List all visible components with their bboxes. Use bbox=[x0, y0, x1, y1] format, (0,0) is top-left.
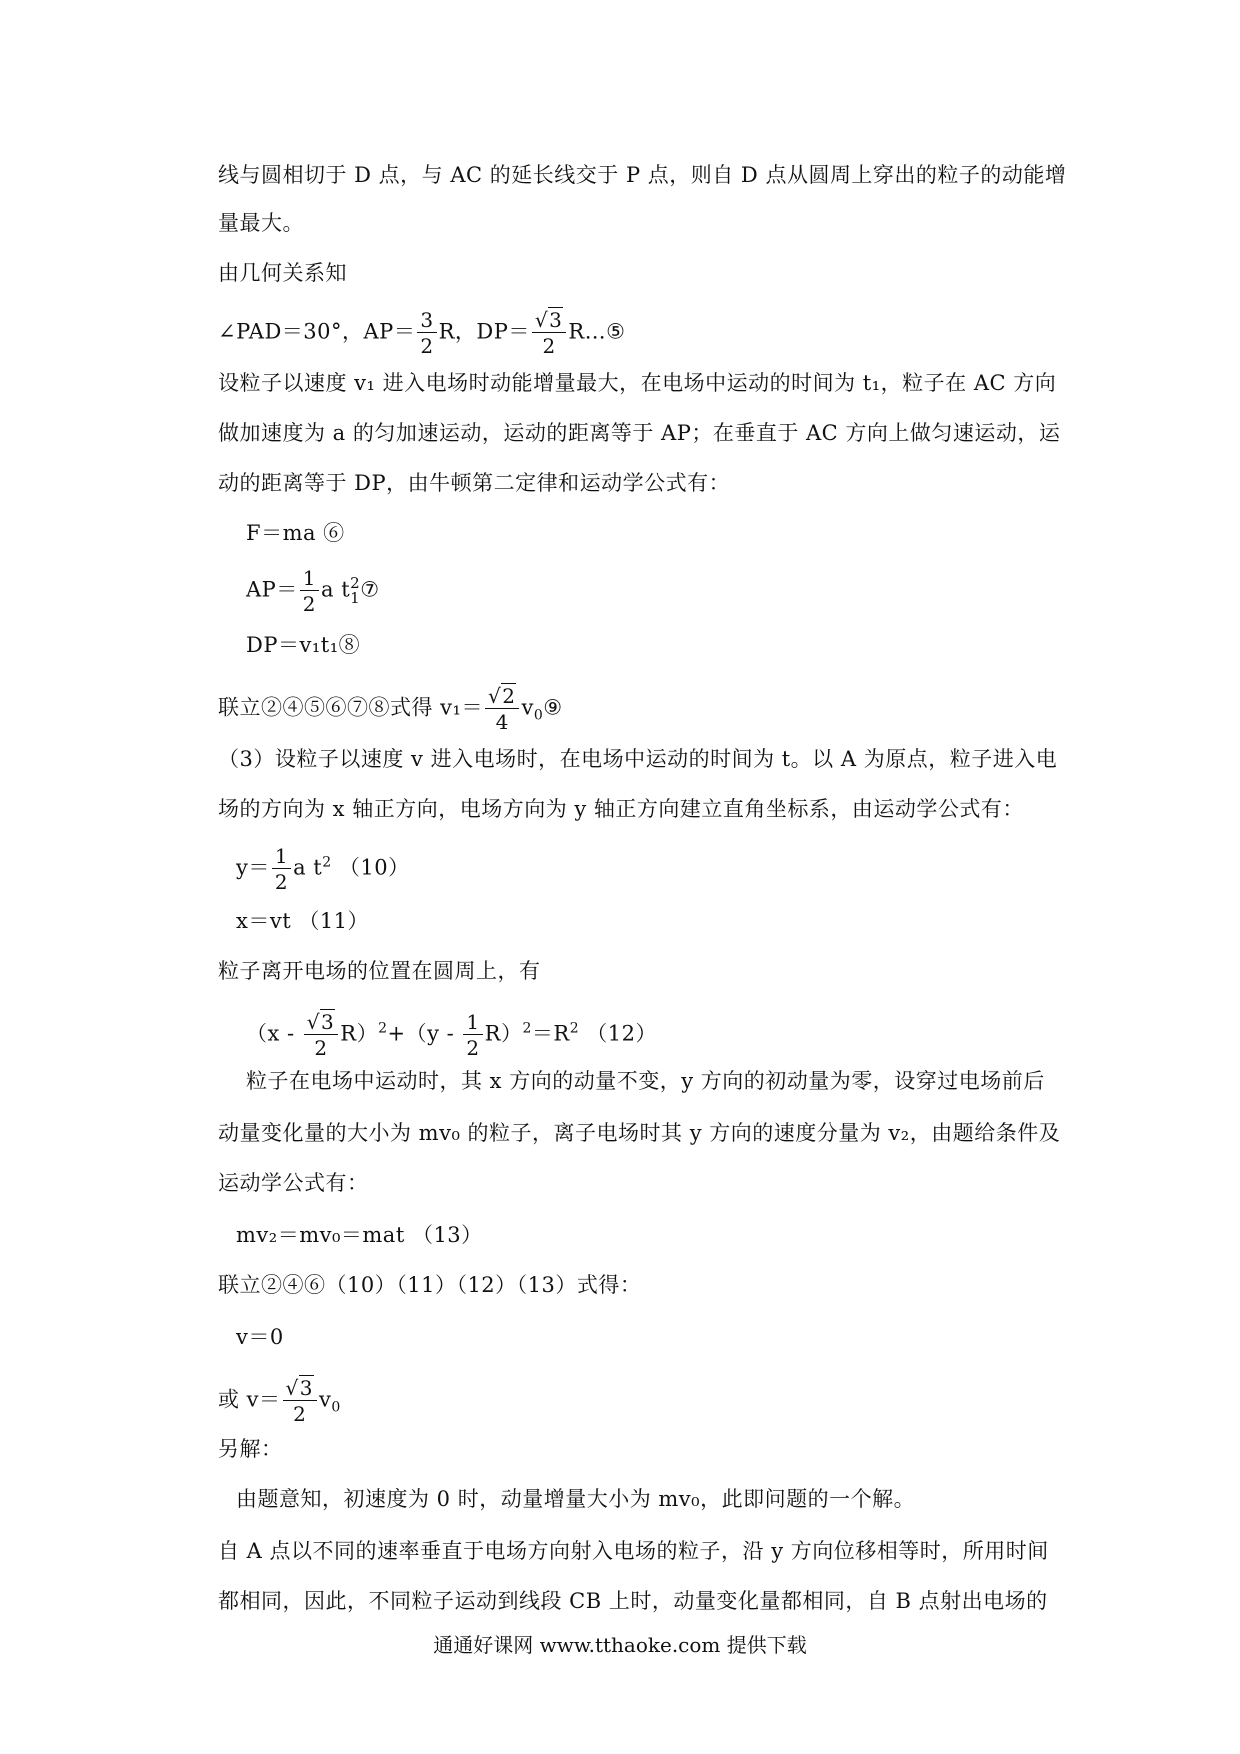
text-line: 自 A 点以不同的速率垂直于电场方向射入电场的粒子，沿 y 方向位移相等时，所用时间 bbox=[218, 1539, 1049, 1563]
fraction: $\frac{√3}{2}$ bbox=[532, 310, 566, 356]
fraction: $\frac{√2}{4}$ bbox=[485, 686, 519, 732]
fraction: $\frac{√3}{2}$ bbox=[283, 1378, 317, 1424]
fraction: $\frac{1}{2}$ bbox=[300, 568, 319, 614]
equation-13: mv₂＝mv₀＝mat （13） bbox=[236, 1223, 483, 1247]
text-line: 粒子在电场中运动时，其 x 方向的动量不变，y 方向的初动量为零，设穿过电场前后 bbox=[246, 1069, 1045, 1093]
text-line: 由题意知，初速度为 0 时，动量增量大小为 mv₀，此即问题的一个解。 bbox=[236, 1487, 916, 1511]
sqrt-symbol: √3 bbox=[306, 1010, 335, 1034]
equation-10: y＝ $\frac{1}{2}$ a $t^2$ （10） bbox=[236, 844, 410, 894]
page-footer: 通通好课网 www.tthaoke.com 提供下载 bbox=[433, 1633, 807, 1657]
sqrt-symbol: √3 bbox=[285, 1376, 314, 1400]
text-line: 联立②④⑥（10）（11）（12）（13）式得： bbox=[218, 1273, 642, 1297]
equation-11: x＝vt （11） bbox=[236, 909, 370, 933]
equation-6: F＝ma ⑥ bbox=[246, 521, 345, 545]
equation-15: 或 v＝ $\frac{√3}{2}$ $v_0$ bbox=[218, 1376, 341, 1426]
sqrt-symbol: √2 bbox=[487, 684, 516, 708]
text-line: 量最大。 bbox=[218, 211, 304, 235]
text-line: 动的距离等于 DP，由牛顿第二定律和运动学公式有： bbox=[218, 471, 731, 495]
equation-8: DP＝v₁t₁⑧ bbox=[246, 633, 361, 657]
equation-14: v＝0 bbox=[236, 1325, 284, 1349]
text-line: 动量变化量的大小为 mv₀ 的粒子，离子电场时其 y 方向的速度分量为 v₂，由题给条件及 bbox=[218, 1121, 1061, 1145]
fraction: $\frac{1}{2}$ bbox=[272, 846, 291, 892]
text-line: 由几何关系知 bbox=[218, 261, 347, 285]
fraction: $\frac{√3}{2}$ bbox=[304, 1012, 338, 1058]
fraction: $\frac{3}{2}$ bbox=[417, 310, 436, 356]
equation-5: ∠PAD＝30°，AP＝ $\frac{3}{2}$ R，DP＝ $\frac{√3}{2}$ R…⑤ bbox=[218, 308, 626, 358]
equation-9: 联立②④⑤⑥⑦⑧式得 v₁＝ $\frac{√2}{4}$ $v_0⑨$ bbox=[218, 684, 563, 734]
text-line: 运动学公式有： bbox=[218, 1171, 369, 1195]
text-line: 都相同，因此，不同粒子运动到线段 CB 上时，动量变化量都相同，自 B 点射出电场的 bbox=[218, 1589, 1048, 1613]
sqrt-symbol: √3 bbox=[534, 308, 563, 332]
text-line: 线与圆相切于 D 点，与 AC 的延长线交于 P 点，则自 D 点从圆周上穿出的粒子的动能增 bbox=[218, 163, 1067, 187]
text-line: 另解： bbox=[218, 1437, 283, 1461]
equation-12: （x - $\frac{√3}{2}$ R）$^2$+（y - $\frac{1}{2}$ $R)^2=R^2$ （12） bbox=[246, 1010, 658, 1060]
text-line: 做加速度为 a 的匀加速运动，运动的距离等于 AP；在垂直于 AC 方向上做匀速运动，运 bbox=[218, 421, 1061, 445]
text-line: 场的方向为 x 轴正方向，电场方向为 y 轴正方向建立直角坐标系，由运动学公式有： bbox=[218, 797, 1024, 821]
text-line: 设粒子以速度 v₁ 进入电场时动能增量最大，在电场中运动的时间为 t₁，粒子在 AC 方向 bbox=[218, 371, 1057, 395]
equation-7: AP＝ $\frac{1}{2}$ a t 2 1 ⑦ bbox=[246, 566, 380, 616]
text-line: 粒子离开电场的位置在圆周上，有 bbox=[218, 959, 541, 983]
text-line: （3）设粒子以速度 v 进入电场时，在电场中运动的时间为 t。以 A 为原点，粒子进入电 bbox=[218, 747, 1058, 771]
fraction: $\frac{1}{2}$ bbox=[463, 1012, 482, 1058]
